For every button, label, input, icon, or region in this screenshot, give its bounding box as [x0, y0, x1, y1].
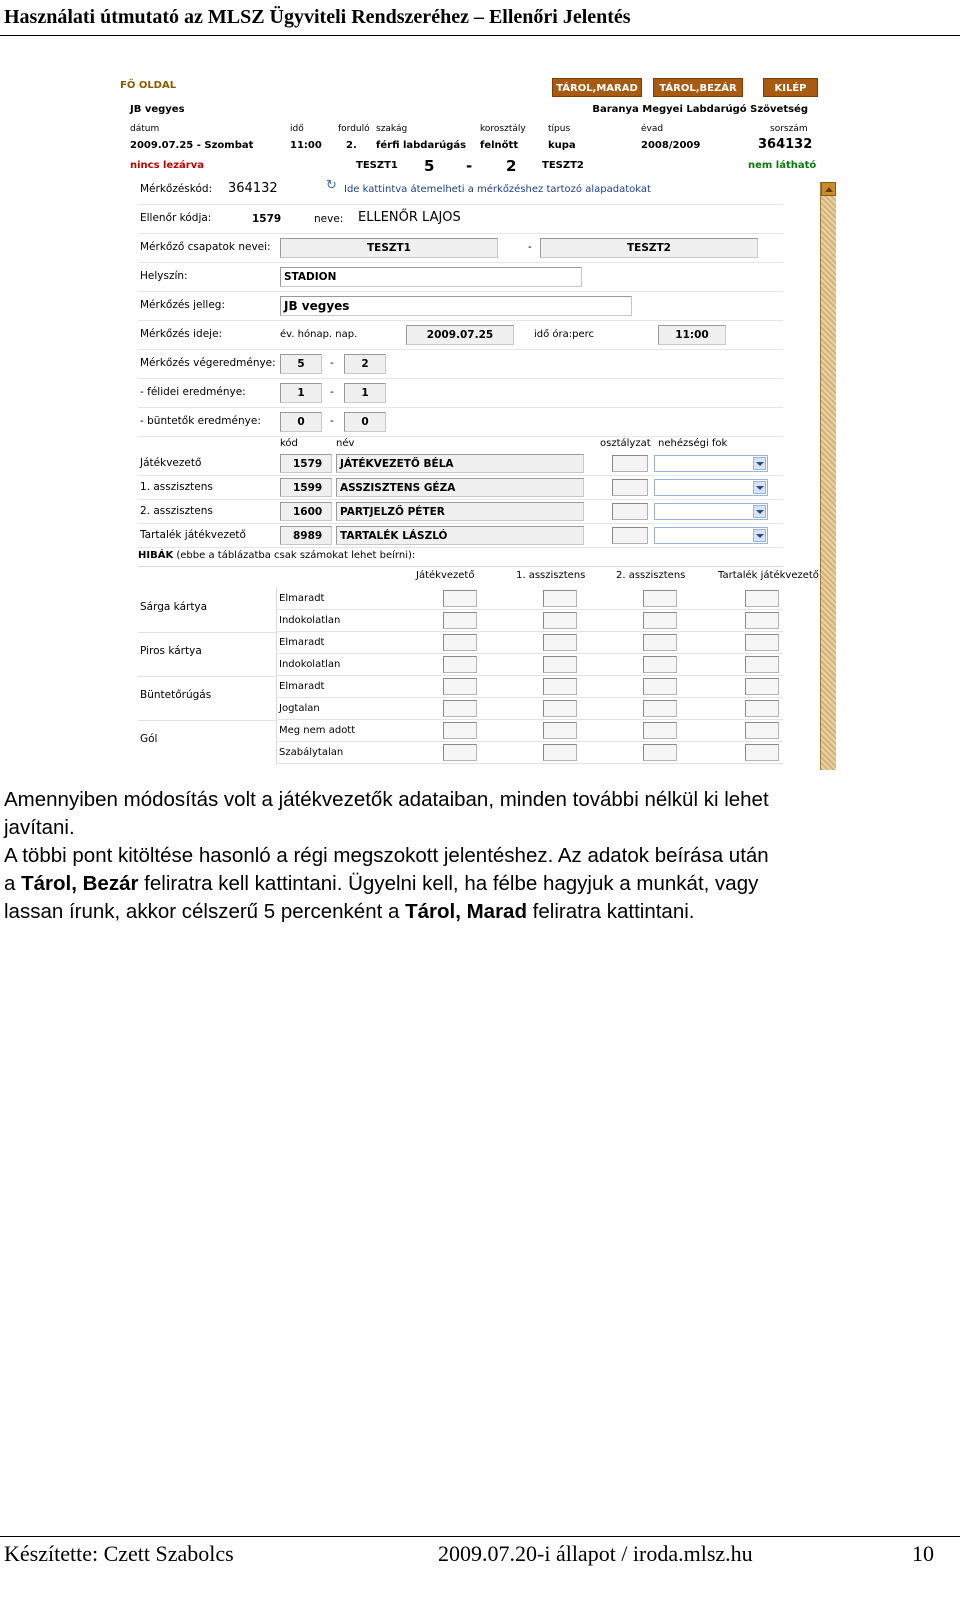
official-row [138, 500, 783, 524]
document-footer [0, 1536, 960, 1576]
errors-count-input[interactable] [543, 700, 577, 717]
venue-label: Helyszín: [140, 270, 188, 282]
hm-label: idő óra:perc [534, 329, 595, 340]
errors-count-input[interactable] [745, 590, 779, 607]
type-label: típus [548, 124, 571, 134]
errors-count-input[interactable] [543, 678, 577, 695]
official-row [138, 524, 783, 548]
errors-row-divider [278, 697, 783, 698]
official-role: Játékvezető [140, 457, 202, 469]
errors-count-input[interactable] [443, 612, 477, 629]
errors-row-label: Meg nem adott [279, 725, 356, 736]
character-label: Mérkőzés jelleg: [140, 299, 225, 311]
inspector-name-value: ELLENŐR LAJOS [358, 210, 461, 225]
time-value: 11:00 [290, 140, 322, 151]
errors-column-header: 1. asszisztens [516, 570, 586, 581]
store-stay-mention: Tárol, Marad [405, 900, 527, 923]
errors-count-input[interactable] [745, 700, 779, 717]
official-name-field[interactable]: TARTALÉK LÁSZLÓ [336, 526, 584, 545]
official-code-input[interactable]: 1579 [280, 454, 332, 473]
errors-group-divider [276, 587, 277, 765]
inspector-code-value: 1579 [252, 213, 282, 225]
penalty-away-input[interactable]: 0 [344, 412, 386, 432]
official-name-field[interactable]: PARTJELZŐ PÉTER [336, 502, 584, 521]
official-class-input[interactable] [612, 479, 648, 496]
errors-row-label: Elmaradt [279, 637, 325, 648]
final-home-input[interactable]: 5 [280, 354, 322, 374]
p2-line2-a: a [4, 872, 22, 895]
errors-row-divider [278, 675, 783, 676]
errors-group-label: Gól [140, 733, 158, 745]
teams-separator: - [528, 241, 532, 253]
app-screenshot [118, 76, 836, 770]
type-value: kupa [548, 140, 576, 151]
errors-count-input[interactable] [643, 678, 677, 695]
season-label: évad [641, 124, 664, 134]
away-team-field[interactable]: TESZT2 [540, 238, 758, 258]
errors-count-input[interactable] [745, 612, 779, 629]
branch-label: szakág [376, 124, 408, 134]
footer-author: Készítette: Czett Szabolcs [4, 1541, 234, 1566]
official-code-input[interactable]: 1600 [280, 502, 332, 521]
round-value: 2. [346, 140, 357, 151]
document-header [0, 4, 960, 36]
half-separator: - [330, 386, 334, 398]
store-close-mention: Tárol, Bezár [21, 872, 139, 895]
errors-count-input[interactable] [643, 744, 677, 761]
official-difficulty-select[interactable] [654, 503, 768, 520]
official-row [138, 476, 783, 500]
character-row [138, 292, 783, 321]
footer-page-number: 10 [912, 1541, 934, 1566]
officials-code-header: kód [280, 438, 298, 449]
errors-count-input[interactable] [443, 744, 477, 761]
official-code-input[interactable]: 8989 [280, 526, 332, 545]
official-name-field[interactable]: JÁTÉKVEZETŐ BÉLA [336, 454, 584, 473]
errors-title-rest: (ebbe a táblázatba csak számokat lehet beírni): [173, 550, 416, 561]
date-label: dátum [130, 124, 160, 134]
official-role: 1. asszisztens [140, 481, 213, 493]
score-home-goals: 5 [424, 157, 435, 175]
score-away-goals: 2 [506, 157, 517, 175]
penalty-score-row [138, 408, 783, 437]
exit-button[interactable]: KILÉP [763, 78, 818, 97]
final-score-row [138, 350, 783, 379]
official-difficulty-select[interactable] [654, 479, 768, 496]
errors-row-label: Szabálytalan [279, 747, 344, 758]
home-link[interactable]: FŐ OLDAL [120, 80, 177, 91]
official-class-input[interactable] [612, 503, 648, 520]
home-team-field[interactable]: TESZT1 [280, 238, 498, 258]
penalty-home-input[interactable]: 0 [280, 412, 322, 432]
official-role: Tartalék játékvezető [140, 529, 246, 541]
officials-name-header: név [336, 438, 355, 449]
inspector-row [138, 205, 783, 234]
final-score-label: Mérkőzés végeredménye: [140, 357, 276, 369]
serial-value: 364132 [758, 137, 813, 152]
errors-count-input[interactable] [745, 656, 779, 673]
errors-column-header: Tartalék játékvezető [718, 570, 819, 581]
errors-row-label: Indokolatlan [279, 615, 341, 626]
official-difficulty-select[interactable] [654, 455, 768, 472]
errors-count-input[interactable] [543, 744, 577, 761]
errors-count-input[interactable] [443, 700, 477, 717]
season-value: 2008/2009 [641, 140, 701, 151]
date-value: 2009.07.25 - Szombat [130, 140, 254, 151]
final-away-input[interactable]: 2 [344, 354, 386, 374]
inspector-name-label: neve: [314, 213, 344, 225]
store-close-button[interactable]: TÁROL,BEZÁR [653, 78, 743, 97]
errors-row-label: Elmaradt [279, 681, 325, 692]
match-code-label: Mérkőzéskód: [140, 183, 213, 195]
paragraph-1-line-2: javítani. [4, 816, 75, 839]
match-code-value: 364132 [228, 181, 278, 196]
not-closed-status: nincs lezárva [130, 160, 205, 171]
p2-line2-c: feliratra kell kattintani. Ügyelni kell, ha félbe hagyjuk a munkát, vagy [138, 872, 759, 895]
errors-count-input[interactable] [643, 656, 677, 673]
p2-line3-a: lassan írunk, akkor célszerű 5 percenként a [4, 900, 406, 923]
venue-input[interactable]: STADION [280, 267, 582, 287]
errors-row-label: Indokolatlan [279, 659, 341, 670]
errors-row-divider [278, 631, 783, 632]
penalty-separator: - [330, 415, 334, 427]
character-input[interactable]: JB vegyes [280, 296, 632, 316]
errors-title-bold: HIBÁK [138, 550, 174, 561]
errors-row-divider [278, 741, 783, 742]
errors-count-input[interactable] [745, 634, 779, 651]
chevron-down-icon[interactable] [753, 505, 766, 518]
match-time-row [138, 321, 783, 350]
errors-row-divider [278, 609, 783, 610]
errors-count-input[interactable] [543, 722, 577, 739]
paragraph-2-line-2 [4, 870, 758, 898]
paragraph-1-line-1: Amennyiben módosítás volt a játékvezetők adataiban, minden további nélkül ki lehet [4, 788, 769, 811]
errors-group-label: Büntetőrúgás [140, 689, 212, 701]
age-value: felnőtt [480, 140, 519, 151]
errors-count-input[interactable] [543, 590, 577, 607]
vertical-scrollbar[interactable] [820, 182, 836, 770]
document-title: Használati útmutató az MLSZ Ügyviteli Rendszeréhez – Ellenőri Jelentés [4, 6, 631, 28]
errors-count-input[interactable] [643, 634, 677, 651]
serial-label: sorszám [770, 124, 808, 134]
errors-row-divider [278, 763, 783, 764]
errors-count-input[interactable] [543, 612, 577, 629]
errors-count-input[interactable] [543, 634, 577, 651]
errors-column-header: Játékvezető [416, 570, 475, 581]
official-class-input[interactable] [612, 527, 648, 544]
ymd-label: év. hónap. nap. [280, 329, 358, 340]
errors-count-input[interactable] [745, 722, 779, 739]
score-away-team: TESZT2 [542, 160, 584, 171]
match-code-row [138, 176, 783, 205]
teams-row [138, 234, 783, 263]
errors-count-input[interactable] [745, 678, 779, 695]
errors-group-separator [138, 632, 276, 633]
teams-label: Mérkőző csapatok nevei: [140, 241, 271, 253]
refresh-icon[interactable]: ↻ [326, 178, 337, 193]
errors-group-separator [138, 676, 276, 677]
errors-count-input[interactable] [543, 656, 577, 673]
match-time-label: Mérkőzés ideje: [140, 328, 223, 340]
errors-group-separator [138, 720, 276, 721]
official-name-field[interactable]: ASSZISZTENS GÉZA [336, 478, 584, 497]
score-home-team: TESZT1 [356, 160, 398, 171]
officials-difficulty-header: nehézségi fok [658, 438, 728, 449]
errors-count-input[interactable] [643, 700, 677, 717]
round-label: forduló [338, 124, 370, 134]
footer-status: 2009.07.20-i állapot / iroda.mlsz.hu [438, 1541, 753, 1566]
errors-group-label: Sárga kártya [140, 601, 208, 613]
half-score-row [138, 379, 783, 408]
final-separator: - [330, 357, 334, 369]
errors-row-label: Jogtalan [279, 703, 320, 714]
half-home-input[interactable]: 1 [280, 383, 322, 403]
official-code-input[interactable]: 1599 [280, 478, 332, 497]
half-away-input[interactable]: 1 [344, 383, 386, 403]
errors-count-input[interactable] [643, 722, 677, 739]
errors-divider [138, 566, 783, 567]
errors-count-input[interactable] [643, 612, 677, 629]
time-label: idő [290, 124, 304, 134]
official-role: 2. asszisztens [140, 505, 213, 517]
errors-count-input[interactable] [643, 590, 677, 607]
errors-row-divider [278, 653, 783, 654]
errors-count-input[interactable] [443, 722, 477, 739]
federation-name: Baranya Megyei Labdarúgó Szövetség [592, 104, 808, 115]
errors-count-input[interactable] [443, 656, 477, 673]
officials-class-header: osztályzat [600, 438, 651, 449]
chevron-down-icon[interactable] [753, 457, 766, 470]
errors-group-label: Piros kártya [140, 645, 202, 657]
errors-row-divider [278, 719, 783, 720]
penalty-score-label: - büntetők eredménye: [140, 415, 261, 427]
branch-value: férfi labdarúgás [376, 140, 467, 151]
store-stay-button[interactable]: TÁROL,MARAD [552, 78, 642, 97]
errors-count-input[interactable] [443, 678, 477, 695]
match-time-input[interactable]: 11:00 [658, 325, 726, 345]
official-difficulty-select[interactable] [654, 527, 768, 544]
paragraph-2-line-1: A többi pont kitöltése hasonló a régi megszokott jelentéshez. Az adatok beírása után [4, 844, 769, 867]
errors-count-input[interactable] [745, 744, 779, 761]
venue-row [138, 263, 783, 292]
copy-basic-data-link[interactable]: Ide kattintva átemelheti a mérkőzéshez tartozó alapadatokat [344, 184, 651, 195]
not-visible-status: nem látható [748, 160, 817, 171]
chevron-down-icon[interactable] [753, 529, 766, 542]
age-label: korosztály [480, 124, 526, 134]
errors-title [138, 550, 415, 561]
errors-count-input[interactable] [443, 634, 477, 651]
half-score-label: - félidei eredménye: [140, 386, 246, 398]
official-row [138, 452, 783, 476]
errors-row-label: Elmaradt [279, 593, 325, 604]
errors-count-input[interactable] [443, 590, 477, 607]
score-dash: - [466, 157, 473, 175]
scroll-up-arrow-icon[interactable] [821, 182, 836, 196]
competition-name: JB vegyes [130, 104, 185, 115]
chevron-down-icon[interactable] [753, 481, 766, 494]
paragraph-2-line-3 [4, 898, 694, 926]
errors-column-header: 2. asszisztens [616, 570, 686, 581]
p2-line3-c: feliratra kattintani. [526, 900, 695, 923]
inspector-code-label: Ellenőr kódja: [140, 212, 212, 224]
official-class-input[interactable] [612, 455, 648, 472]
match-date-input[interactable]: 2009.07.25 [406, 325, 514, 345]
